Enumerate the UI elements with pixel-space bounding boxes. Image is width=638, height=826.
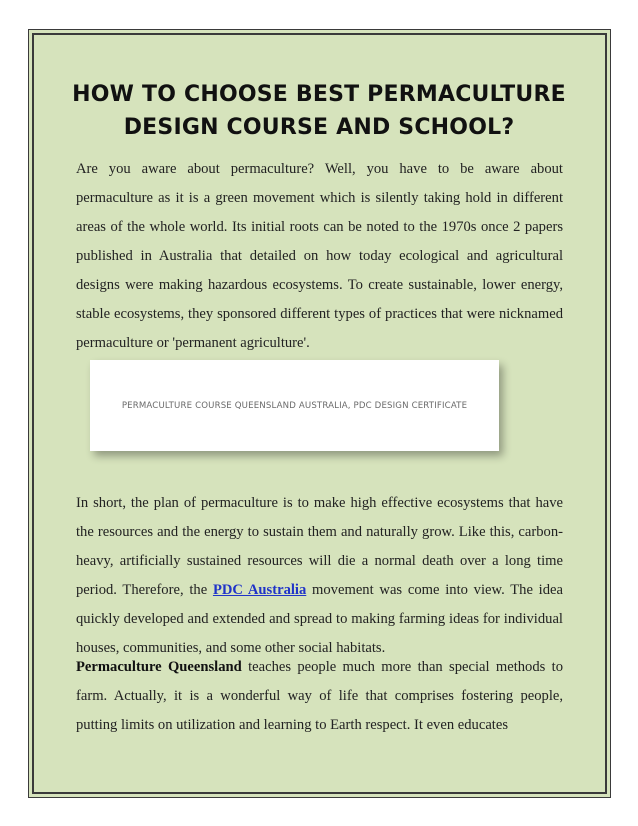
- title-line-2: DESIGN COURSE AND SCHOOL?: [123, 115, 515, 140]
- paragraph-pdc-text-before: In short, the plan of permaculture is to make high effective ecosystems that have the resources and the energy to sustain them and naturally grow. Like this, carbon-heavy, artificially sustained resources will die a normal death over a long time period. Therefore, the: [76, 495, 563, 598]
- document-title: [40, 78, 598, 144]
- banner-caption: PERMACULTURE COURSE QUEENSLAND AUSTRALIA, PDC DESIGN CERTIFICATE: [121, 400, 468, 411]
- banner-image: [90, 360, 499, 451]
- paragraph-queensland-text: teaches people much more than special methods to farm. Actually, it is a wonderful way of life that comprises fostering people, putting limits on utilization and learning to Earth respect. It even educates: [76, 659, 563, 733]
- paragraph-queensland: [76, 653, 563, 740]
- paragraph-pdc: [76, 489, 563, 663]
- pdc-australia-link[interactable]: PDC Australia: [212, 582, 307, 598]
- title-line-1: HOW TO CHOOSE BEST PERMACULTURE: [72, 82, 566, 107]
- paragraph-pdc-text-after: movement was come into view. The idea quickly developed and extended and spread to making farming ideas for individual houses, communities, and some other social habitats.: [76, 582, 563, 656]
- permaculture-queensland-keyword: Permaculture Queensland: [76, 659, 242, 675]
- paragraph-intro: Are you aware about permaculture? Well, you have to be aware about permaculture as it is a green movement which is silently taking hold in different areas of the whole world. Its initial roots can be noted to the 1970s once 2 papers published in Australia that detailed on how today ecological and agricultural designs were making hazardous ecosystems. To create sustainable, lower energy, stable ecosystems, they sponsored different types of practices that were nicknamed permaculture or 'permanent agriculture'.: [76, 161, 563, 351]
